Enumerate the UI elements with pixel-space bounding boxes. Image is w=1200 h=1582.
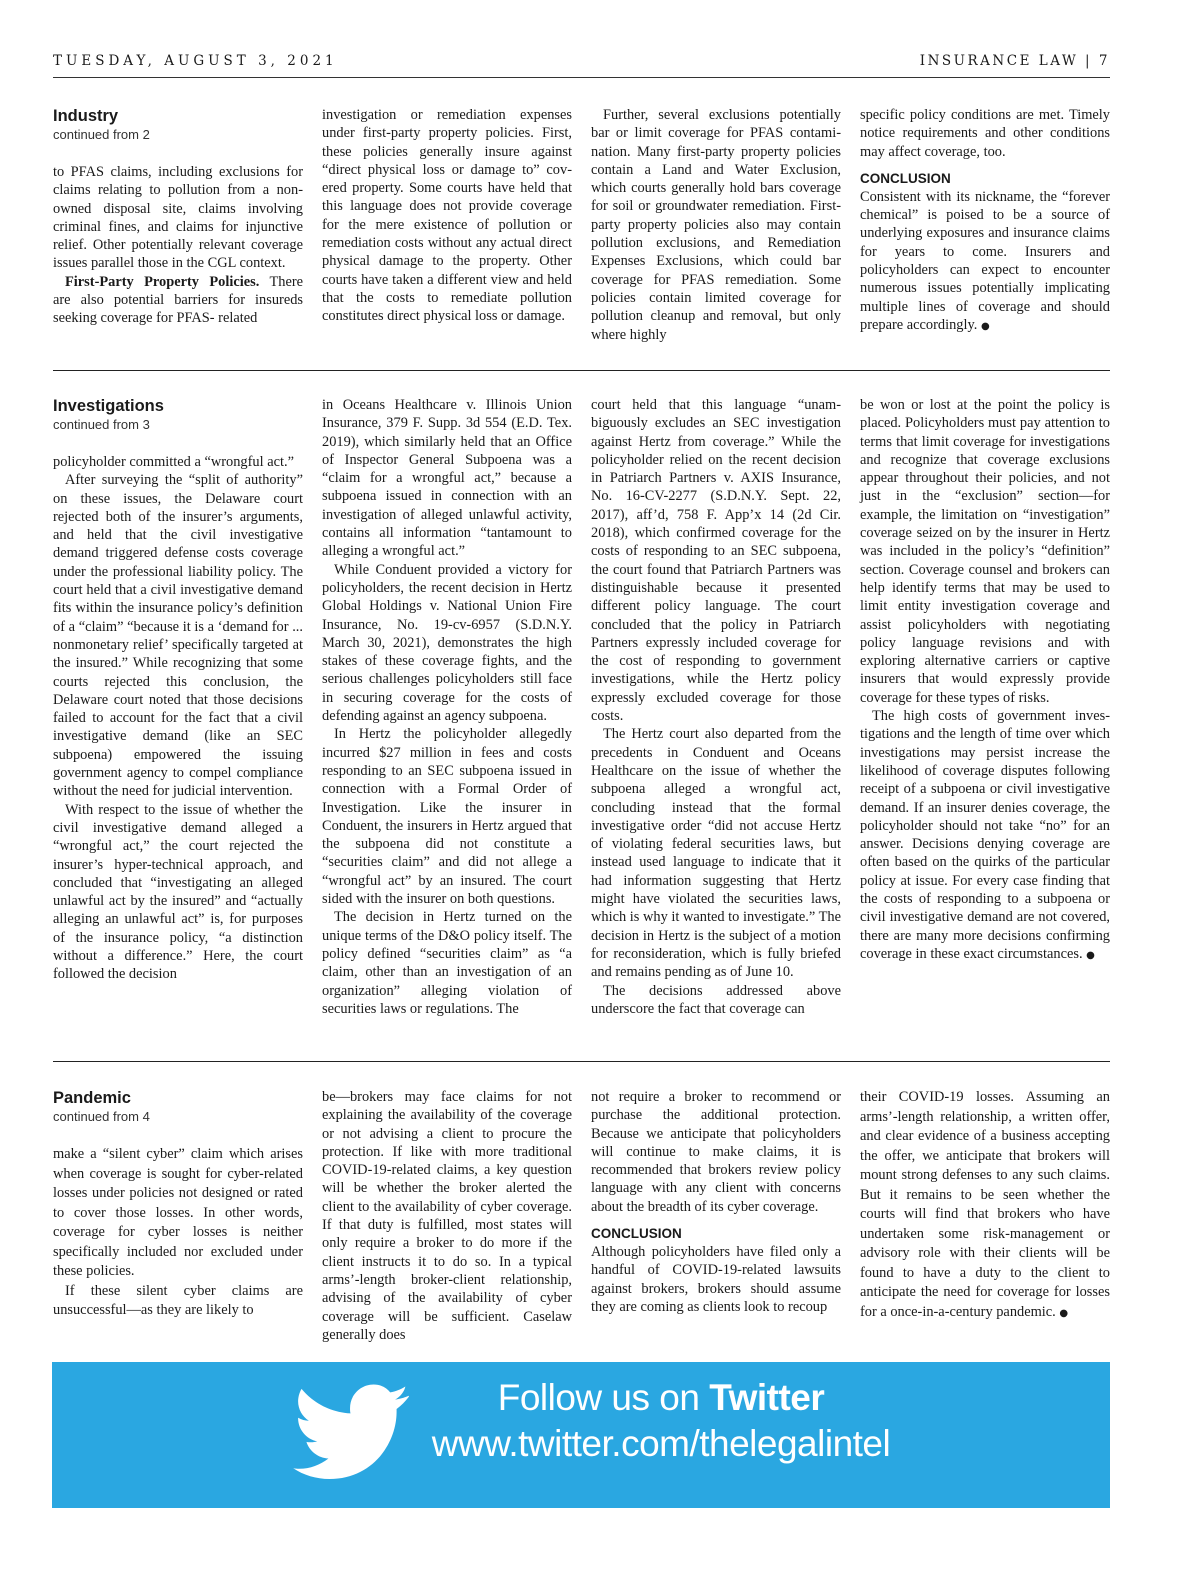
pandemic-continuation (53, 1088, 1110, 1348)
header-rule (53, 77, 1110, 78)
paragraph: specific policy conditions are met. Timely notice requirements and other conditions may affect coverage, too. (860, 107, 1110, 160)
section-rule (53, 1061, 1110, 1062)
conclusion-heading: CONCLUSION (860, 170, 951, 186)
twitter-promo-banner[interactable] (52, 1362, 1110, 1508)
paragraph: not require a broker to recommend or purchase the additional protection. Because we anticipate that policyholders will continue to make claims, it is recommended that brokers review policy language with any client with concerns about the breadth of its cyber coverage. (591, 1089, 841, 1215)
paragraph: in Oceans Healthcare v. Illinois Union Insurance, 379 F. Supp. 3d 554 (E.D. Tex. 2019), which similarly held that an Office of Inspector General Subpoena was a “claim for a wrongful act,” because a subpoena issued in connection with an investigation of alleged unlawful activity, contains all information “tantamount to alleging a wrongful act.” (322, 397, 572, 560)
investigations-column-1 (53, 396, 303, 984)
pandemic-column-4 (860, 1088, 1110, 1323)
industry-kicker: Industry (53, 107, 119, 125)
pandemic-column-2 (322, 1088, 572, 1344)
investigations-continued-line: continued from 3 (53, 417, 150, 432)
paragraph: court held that this language “unambiguously excludes an SEC investigation against Hertz from coverage.” While the policyholder relied on the recent decision in Patriarch Partners v. AXIS Insurance, No. 16-CV-2277 (S.D.N.Y. Sept. 22, 2017), aff’d, 758 F. App’x 14 (2d Cir. 2018), which confirmed coverage for the costs of responding to an SEC subpoena, the court found that Patriarch Partners was distinguishable because it presented different policy language. The court concluded that the policy in Patriarch Partners expressly included coverage for the cost of responding to government investigations, while the Hertz policy expressly excluded coverage for those costs. (591, 397, 841, 725)
twitter-url-link[interactable]: www.twitter.com/thelegalintel (431, 1423, 891, 1464)
industry-continuation (53, 106, 1110, 356)
paragraph: make a “silent cyber” claim which arises when coverage is sought for cyber-related losses under policies not designed or rated to cover those losses. In other words, coverage for cyber losses is neither specifically included nor excluded under these policies. (53, 1146, 303, 1279)
paragraph-text: Consistent with its nickname, the “forever chemical” is poised to be a source of underlying exposures and insurance claims for years to come. Insurers and policyholders can expect to encounter numerous issues potentially implicating multiple lines of coverage and should prepare accordingly. (860, 188, 1110, 333)
investigations-column-2 (322, 396, 572, 1018)
paragraph: be—brokers may face claims for not explaining the availability of the coverage or not advising a client to procure the protection. If like with more traditional COVID-19-related claims, a key question will be whether the broker alerted the client to the availability of cyber coverage. If that duty is fulfilled, most states will only require a broker to do more if the client instructs it to do so. In a typical arms’-length broker-client relationship, advising of the availability of cyber coverage will be sufficient. Caselaw generally does (322, 1089, 572, 1343)
industry-column-3 (591, 106, 841, 344)
paragraph: be won or lost at the point the policy is placed. Policyholders must pay attention to terms that limit coverage for investigations and recognize that coverage exclusions appear throughout their policies, and not just in the “exclusion” section—for example, the limitation on “investigation” coverage seized on by the insurer in Hertz was included in the policy’s “definition” section. Coverage counsel and brokers can help identify terms that may be used to limit entity investigation coverage and assist policyholders with negotiating policy language revisions and with exploring alternative carriers or captive insurers that would expressly provide coverage for these types of risks. (860, 397, 1110, 706)
page-header (53, 53, 1110, 73)
run-in-head: First-Party Property Policies. (65, 273, 260, 290)
banner-headline-brand: Twitter (709, 1377, 825, 1418)
pandemic-kicker: Pandemic (53, 1089, 131, 1107)
investigations-continuation (53, 396, 1110, 1046)
paragraph (860, 1088, 1110, 1323)
paragraph: After surveying the “split of authority” on these issues, the Delaware court rejected both of the insurer’s arguments, and held that the civil investigative demand triggered defense costs coverage under the professional liability policy. The court held that a civil investigative demand fits within the insurance policy’s definition of a “claim” “because it is a ‘demand for ... nonmonetary relief’ specifically targeted at the insured.” While recognizing that some courts rejected this conclusion, the Delaware court noted that those decisions failed to account for the fact that a civil investigative demand (like an SEC subpoena) empowered the issuing government agency to compel compliance without the need for judicial intervention. (53, 472, 303, 800)
paragraph (53, 273, 303, 328)
paragraph: The Hertz court also departed from the precedents in Conduent and Oceans Healthcare on the issue of whether the subpoena alleged a wrongful act, concluding instead that the formal investigative order “did not accuse Hertz of violating federal securities laws, but instead used language to indicate that it had information suggesting that Hertz might have violated the securities laws, which is why it wanted to investigate.” The decision in Hertz is the subject of a motion for reconsideration, which is fully briefed and remains pending as of June 10. (591, 726, 841, 981)
section-folio: INSURANCE LAW | 7 (919, 53, 1110, 69)
investigations-kicker: Investigations (53, 397, 164, 415)
paragraph: While Conduent provided a victory for policyholders, the recent decision in Hertz Global Holdings v. National Union Fire Insurance, No. 19-cv-6957 (S.D.N.Y. March 30, 2021), demonstrates the high stakes of these coverage fights, and the serious challenges policyholders still face in securing coverage for the costs of defending against an agency subpoena. (322, 561, 572, 725)
paragraph: Although policyholders have filed only a handful of COVID-19-related lawsuits against brokers, brokers should assume they are coming as clients look to recoup (591, 1244, 841, 1315)
paragraph (860, 707, 1110, 965)
paragraph: The decisions addressed above underscore the fact that coverage can (591, 982, 841, 1017)
end-mark-icon: ● (1059, 1307, 1069, 1319)
issue-date: TUESDAY, AUGUST 3, 2021 (53, 53, 338, 69)
paragraph-text: There are also potential barriers for insureds seeking coverage for PFAS- related (53, 273, 304, 327)
investigations-column-4 (860, 396, 1110, 965)
paragraph: policyholder committed a “wrongful act.” (53, 454, 294, 470)
conclusion-heading: CONCLUSION (591, 1226, 682, 1242)
paragraph-text: The high costs of government investigations and the length of time over which investigations may persist increase the likelihood of coverage disputes following receipt of a subpoena or civil investigative demand. If an insurer denies coverage, the policyholder should not take “no” for an answer. Decisions denying coverage are often based on the quirks of the particular policy at issue. For every case finding that the costs of responding to a subpoena or civil investigative demand are not covered, there are many more decisions confirming coverage in these exact circumstances. (860, 708, 1110, 962)
investigations-column-3 (591, 396, 841, 1018)
banner-headline-prefix: Follow us on (497, 1377, 710, 1418)
paragraph: The decision in Hertz turned on the unique terms of the D&O policy itself. The policy defined “securities claim” as “a claim, other than an investigation of an organization” alleging violation of securities laws or regulations. The (322, 909, 572, 1017)
section-rule (53, 370, 1110, 371)
end-mark-icon: ● (1086, 949, 1095, 961)
paragraph-text: their COVID-19 losses. Assuming an arms’-length relationship, a written offer, and clear evidence of a business accepting the offer, we anticipate that brokers will mount strong defenses to any such claims. But it remains to be seen whether the courts will find that brokers who have undertaken some risk-management or advisory role with their clients will be found to have a duty to the client to anticipate the need for coverage for losses for a once-in-a-century pandemic. (860, 1089, 1110, 1320)
industry-column-4 (860, 106, 1110, 336)
banner-headline (52, 1376, 1110, 1420)
pandemic-column-1 (53, 1088, 303, 1321)
paragraph: investigation or remediation expenses under first-party property policies. First, these policies generally insure against “direct physical loss or damage to” covered property. Some courts have held that this language does not provide coverage for the mere existence of pollution or remediation costs without any actual direct physical damage to the property. Other courts have taken a different view and held that the costs to remediate pollution constitutes direct physical loss or damage. (322, 107, 572, 325)
pandemic-continued-line: continued from 4 (53, 1109, 150, 1124)
paragraph: Further, several exclusions potentially bar or limit coverage for PFAS contamination. Many first-party property policies contain a Land and Water Exclusion, which courts generally hold bars coverage for soil or groundwater remediation. First-party property policies also may contain pollution exclusions, and Remediation Expenses Exclusions, which could bar coverage for PFAS remediation. Some policies contain limited coverage for pollution cleanup and removal, but only where highly (591, 107, 841, 343)
industry-column-1 (53, 106, 303, 328)
industry-column-2 (322, 106, 572, 326)
industry-continued-line: continued from 2 (53, 127, 150, 142)
pandemic-column-3 (591, 1088, 841, 1316)
end-mark-icon: ● (980, 320, 990, 332)
paragraph: to PFAS claims, including exclusions for claims relating to pollution from a nonowned disposal site, claims involving criminal fines, and claims for injunctive relief. Other potentially relevant coverage issues parallel those in the CGL context. (53, 164, 303, 272)
paragraph: If these silent cyber claims are unsuccessful—as they are likely to (53, 1282, 303, 1318)
paragraph: With respect to the issue of whether the civil investigative demand alleged a “wrongful act,” the court rejected the insurer’s hyper-technical approach, and concluded that “investigating an alleged unlawful act by the insured” and “actually alleging an unlawful act” is, for purposes of the insurance policy, “a distinction without a difference.” Here, the court followed the decision (53, 801, 303, 983)
paragraph (860, 188, 1110, 336)
paragraph: In Hertz the policyholder allegedly incurred $27 million in fees and costs responding to an SEC subpoena issued in connection with a Formal Order of Investigation. Like the insurer in Conduent, the insurers in Hertz argued that the subpoena did not constitute a “securities claim” and did not allege a “wrongful act” by an insured. The court sided with the insurer on both questions. (322, 726, 572, 908)
